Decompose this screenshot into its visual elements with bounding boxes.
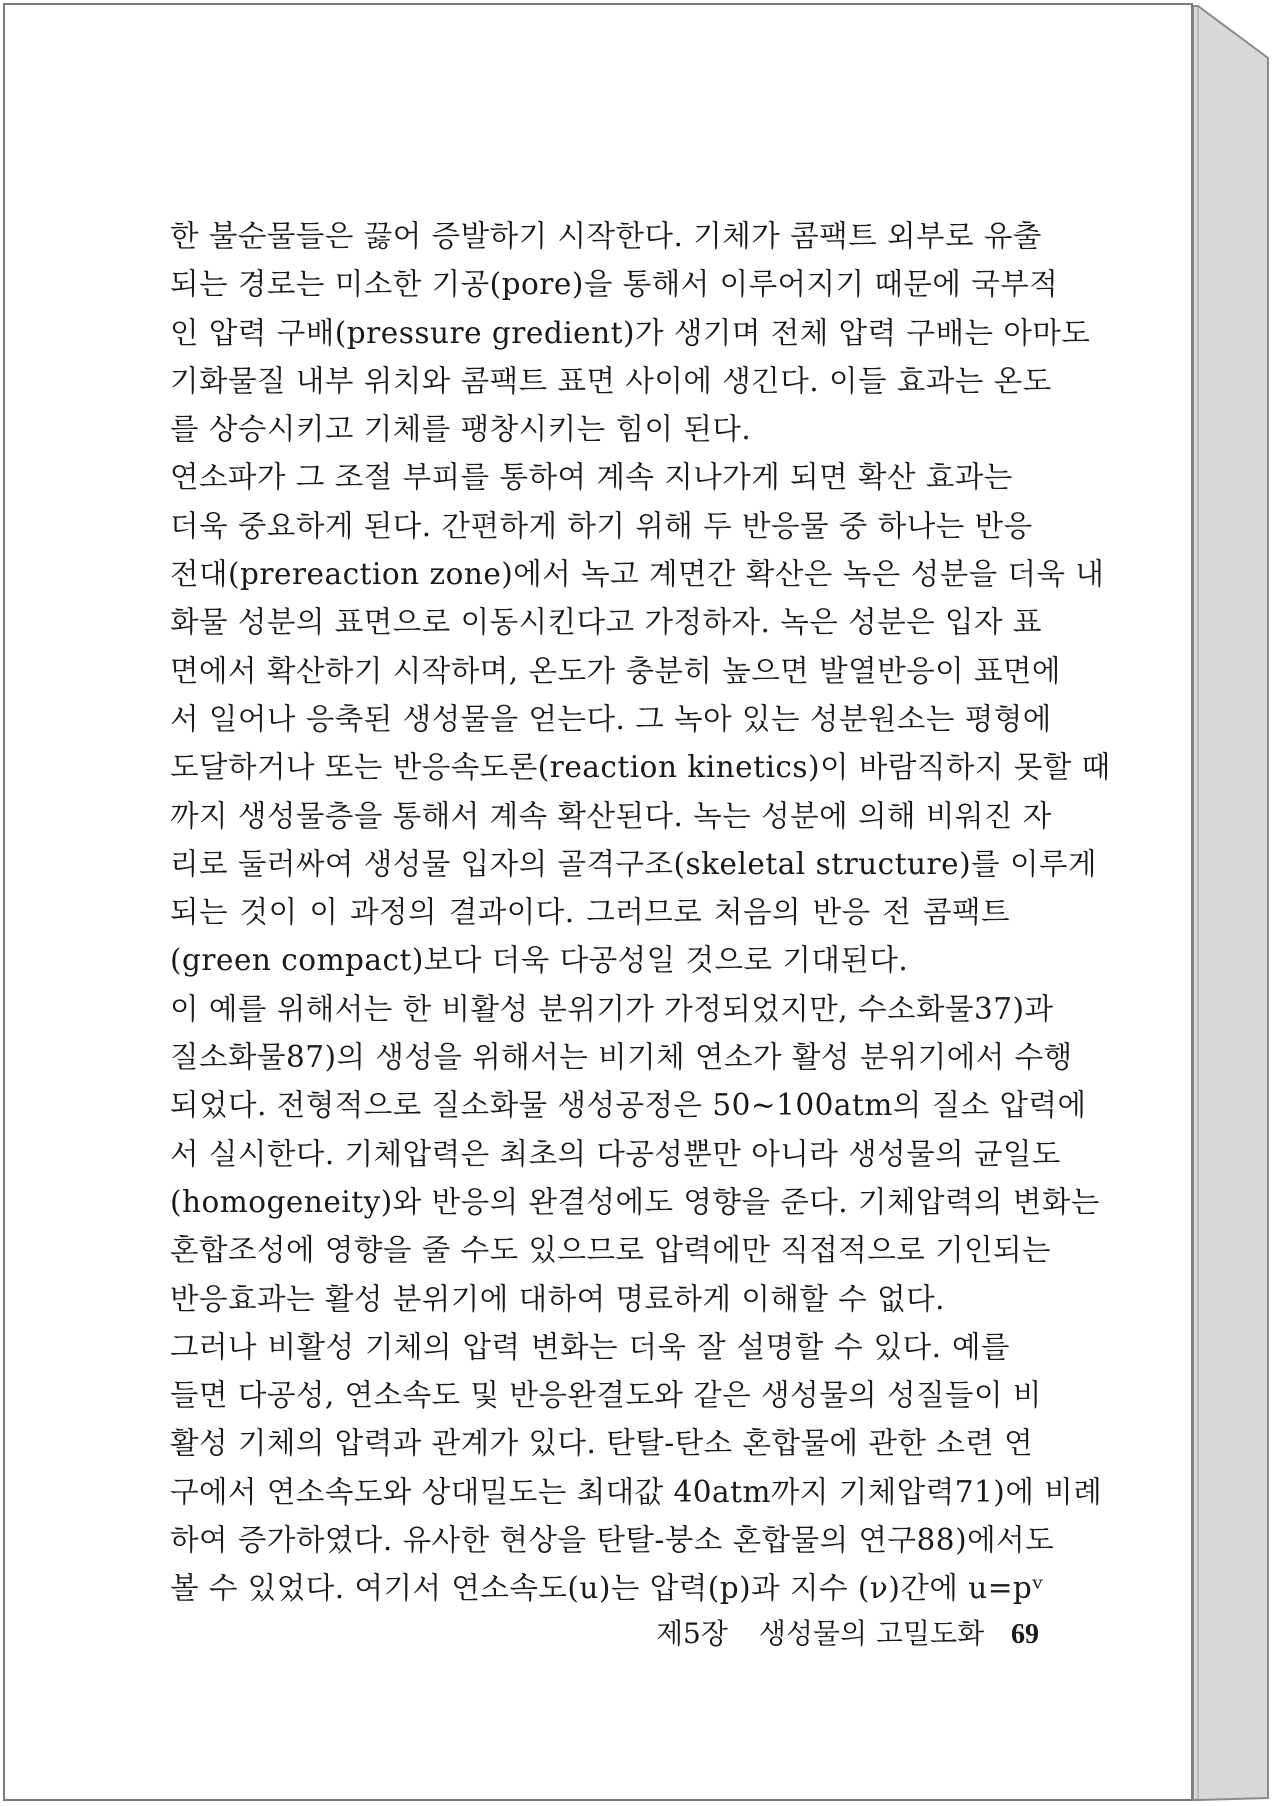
text-line: 반응효과는 활성 분위기에 대하여 명료하게 이해할 수 없다. xyxy=(170,1281,945,1316)
text-line: (green compact)보다 더욱 다공성일 것으로 기대된다. xyxy=(170,943,909,978)
text-line: 도달하거나 또는 반응속도론(reaction kinetics)이 바람직하지 못할 때 xyxy=(170,750,1111,785)
text-line: 서 일어나 응축된 생성물을 얻는다. 그 녹아 있는 성분원소는 평형에 xyxy=(170,701,1052,736)
text-line: 들면 다공성, 연소속도 및 반응완결도와 같은 생성물의 성질들이 비 xyxy=(170,1378,1042,1413)
text-line: 기화물질 내부 위치와 콤팩트 표면 사이에 생긴다. 이들 효과는 온도 xyxy=(170,363,1052,398)
text-line: 리로 둘러싸여 생성물 입자의 골격구조(skeletal structure)를 이루게 xyxy=(170,846,1097,881)
text-line: 그러나 비활성 기체의 압력 변화는 더욱 잘 설명할 수 있다. 예를 xyxy=(170,1329,1010,1364)
text-line: 혼합조성에 영향을 줄 수도 있으므로 압력에만 직접적으로 기인되는 xyxy=(170,1233,1052,1268)
body-text xyxy=(170,212,1111,1613)
text-line: 질소화물87)의 생성을 위해서는 비기체 연소가 활성 분위기에서 수행 xyxy=(170,1040,1073,1075)
text-line: 되었다. 전형적으로 질소화물 생성공정은 50~100atm의 질소 압력에 xyxy=(170,1088,1087,1123)
text-line: 한 불순물들은 끓어 증발하기 시작한다. 기체가 콤팩트 외부로 유출 xyxy=(170,219,1042,253)
text-line: 서 실시한다. 기체압력은 최초의 다공성뿐만 아니라 생성물의 균일도 xyxy=(170,1136,1061,1171)
page-number: 69 xyxy=(1011,1619,1040,1650)
text-line: 인 압력 구배(pressure gredient)가 생기며 전체 압력 구배는 아마도 xyxy=(170,315,1091,350)
text-line: 전대(prereaction zone)에서 녹고 계면간 확산은 녹은 성분을 더욱 내 xyxy=(170,557,1105,592)
text-line: 구에서 연소속도와 상대밀도는 최대값 40atm까지 기체압력71)에 비례 xyxy=(170,1474,1103,1509)
text-line: 더욱 중요하게 된다. 간편하게 하기 위해 두 반응물 중 하나는 반응 xyxy=(170,508,1033,543)
text-line: 화물 성분의 표면으로 이동시킨다고 가정하자. 녹은 성분은 입자 표 xyxy=(170,605,1042,640)
text-line: 이 예를 위해서는 한 비활성 분위기가 가정되었지만, 수소화물37)과 xyxy=(170,991,1054,1026)
text-line: 를 상승시키고 기체를 팽창시키는 힘이 된다. xyxy=(170,412,752,447)
text-line: 활성 기체의 압력과 관계가 있다. 탄탈-탄소 혼합물에 관한 소련 연 xyxy=(170,1426,1034,1461)
text-line: 연소파가 그 조절 부피를 통하여 계속 지나가게 되면 확산 효과는 xyxy=(170,460,1013,495)
text-line: 볼 수 있었다. 여기서 연소속도(u)는 압력(p)과 지수 (ν)간에 u=pᵛ xyxy=(170,1571,1044,1606)
text-line: 면에서 확산하기 시작하며, 온도가 충분히 높으면 발열반응이 표면에 xyxy=(170,653,1061,688)
footer-chapter: 제5장 xyxy=(656,1617,728,1650)
text-line: 되는 경로는 미소한 기공(pore)을 통해서 이루어지기 때문에 국부적 xyxy=(170,267,1059,302)
text-line: 까지 생성물층을 통해서 계속 확산된다. 녹는 성분에 의해 비워진 자 xyxy=(170,798,1052,833)
footer-title: 생성물의 고밀도화 xyxy=(758,1617,985,1650)
text-line: 하여 증가하였다. 유사한 현상을 탄탈-붕소 혼합물의 연구88)에서도 xyxy=(170,1523,1055,1558)
text-line: (homogeneity)와 반응의 완결성에도 영향을 준다. 기체압력의 변화는 xyxy=(170,1184,1100,1219)
page-footer xyxy=(656,1612,1039,1652)
text-line: 되는 것이 이 과정의 결과이다. 그러므로 처음의 반응 전 콤팩트 xyxy=(170,895,1010,930)
